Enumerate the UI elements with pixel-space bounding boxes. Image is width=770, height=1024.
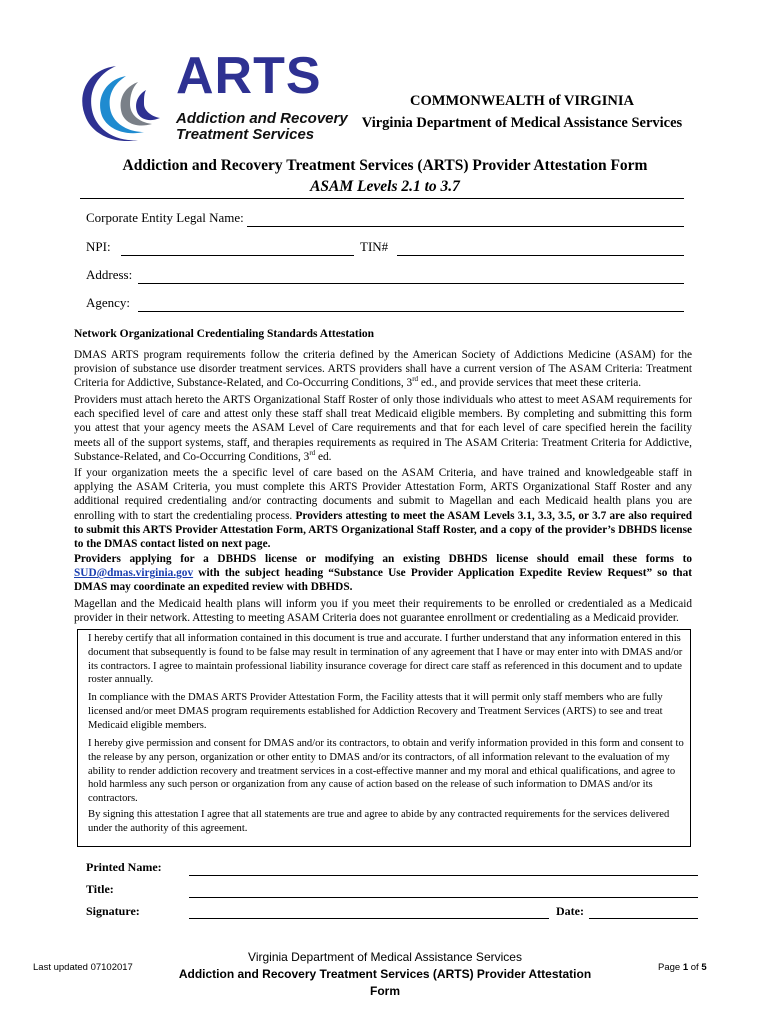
address-field[interactable] [138,283,684,284]
paragraph-credentialing [74,466,692,551]
form-subtitle: ASAM Levels 2.1 to 3.7 [310,178,460,195]
p3-bold: Providers attesting to meet the ASAM Levels 3.1, 3.3, 3.5, or 3.7 are also required to submit this ARTS Provider Attestation Form, ARTS Organizational Staff Roster, and a copy of the provider’s DBHDS license to the DMAS contact listed on next page. [74,509,692,551]
footer-center [175,949,595,1000]
agency-field[interactable] [138,311,684,312]
logo-tagline [176,111,348,143]
printed-name-label: Printed Name: [86,860,162,874]
entity-name-field[interactable] [247,226,684,227]
printed-name-field[interactable] [189,875,698,876]
section-heading: Network Organizational Credentialing Standards Attestation [74,328,375,340]
p2-text-end: ed. [315,450,332,463]
arts-swirl-icon [76,56,186,146]
title-divider [80,198,684,199]
page-prefix: Page [658,962,683,973]
paragraph-enrollment: Magellan and the Medicaid health plans will inform you if you meet their requirements to be enrolled or credentialed as a Medicaid provider in their network. Attesting to meeting ASAM Criteria does not guarantee enrollment or credentialing as a Medicaid provider. [74,598,692,625]
p1-text: DMAS ARTS program requirements follow the criteria defined by the American Society of Addictions Medicine (ASAM) for the provision of substance use disorder treatment services. ARTS providers shall have a current version of The ASAM Criteria: Treatment Criteria for Addictive, Substance-Related, and Co-Occurring Conditions, 3 [74,349,692,390]
address-label: Address: [86,267,133,282]
p2-text: Providers must attach hereto the ARTS Organizational Staff Roster of only those individuals who attest to meet ASAM requirements for each specified level of care and attest only these staff shall treat Medicaid eligible members. By completing and submitting this form you attest that your agency meets the ASAM Level of Care requirements and that for each level of care specified herein the facility meets all of the support systems, staff, and therapies requirements as required in The ASAM Criteria: Treatment Criteria for Addictive, Substance-Related, and Co-Occurring Conditions, 3 [74,394,692,463]
signature-field[interactable] [189,918,549,919]
title-label: Title: [86,882,114,896]
cert-consent: I hereby give permission and consent for DMAS and/or its contractors, to obtain and verify information provided in this form and consent to the release by any person, organization or other entity to DMAS and/or its contractors, of all information relevant to the evaluation of my ability to render addiction recovery and treatment services in a cost-effective manner and my moral and ethical qualifications, and agree to hold harmless any such person or organization from any cause of action based on the release of such information to DMAS and/or its contractors. [88,738,684,805]
page-total: 5 [701,962,707,973]
paragraph-dbhds [74,552,692,595]
date-field[interactable] [589,918,698,919]
last-updated: Last updated 07102017 [33,962,133,973]
cert-compliance: In compliance with the DMAS ARTS Provider Attestation Form, the Facility attests that it will permit only staff members who are fully licensed and/or meet DMAS program requirements established for Addiction Recovery and Treatment Services (ARTS) to see and treat Medicaid eligible members. [88,692,663,731]
paragraph-staff-roster [74,393,692,464]
tin-label: TIN# [360,239,389,254]
p2-sup: rd [309,449,316,458]
tin-field[interactable] [397,255,684,256]
department-name: Virginia Department of Medical Assistance Services [361,115,683,131]
form-title: Addiction and Recovery Treatment Services (ARTS) Provider Attestation Form [122,157,648,174]
logo-tagline-line1: Addiction and Recovery [176,110,348,127]
footer-department: Virginia Department of Medical Assistance Services [248,950,522,964]
npi-label: NPI: [86,239,111,254]
page-number [658,962,707,973]
form-title-block [80,155,690,197]
state-name: COMMONWEALTH of VIRGINIA [410,93,634,109]
logo-wordmark: ARTS [176,47,322,105]
page-of: of [688,962,702,973]
signature-label: Signature: [86,904,140,918]
paragraph-asam-requirements [74,348,692,391]
agency-label: Agency: [86,295,131,310]
p4-text-end: with the subject heading “Substance Use Provider Application Expedite Review Request” so that DMAS may coordinate an expedited review with DBHDS. [74,567,692,594]
cert-agreement: By signing this attestation I agree that all statements are true and agree to abide by any contracted requirements for the services delivered under the authority of this agreement. [88,809,670,834]
sud-email-link[interactable]: SUD@dmas.virginia.gov [74,567,194,580]
logo-tagline-line2: Treatment Services [176,126,315,143]
p1-text-end: ed., and provide services that meet these criteria. [418,377,642,390]
cert-accuracy: I hereby certify that all information contained in this document is true and accurate. I further understand that any information entered in this document that subsequently is found to be false may result in termination of any agreement that I have or may enter into with DMAS and/or its contractors. I agree to maintain professional liability insurance coverage for direct care staff as referenced in this document and to update roster annually. [88,633,683,686]
p1-sup: rd [412,375,419,384]
page-current: 1 [682,962,689,973]
agency-header [352,90,692,134]
footer-form-name: Addiction and Recovery Treatment Services (ARTS) Provider Attestation Form [178,967,592,998]
npi-field[interactable] [121,255,354,256]
title-field[interactable] [189,897,698,898]
entity-name-label: Corporate Entity Legal Name: [86,210,244,225]
date-label: Date: [556,904,584,918]
p4-text: Providers applying for a DBHDS license or modifying an existing DBHDS license should email these forms to [74,553,692,565]
p3-text: If your organization meets the a specific level of care based on the ASAM Criteria, and have trained and knowledgeable staff in applying the ASAM Criteria, you must complete this ARTS Provider Attestation Form, ARTS Organizational Staff Roster and any additional required credentialing and/or contracting documents and submit to Magellan and each Medicaid health plans you are enrolling with to start the credentialing process. [74,467,692,522]
